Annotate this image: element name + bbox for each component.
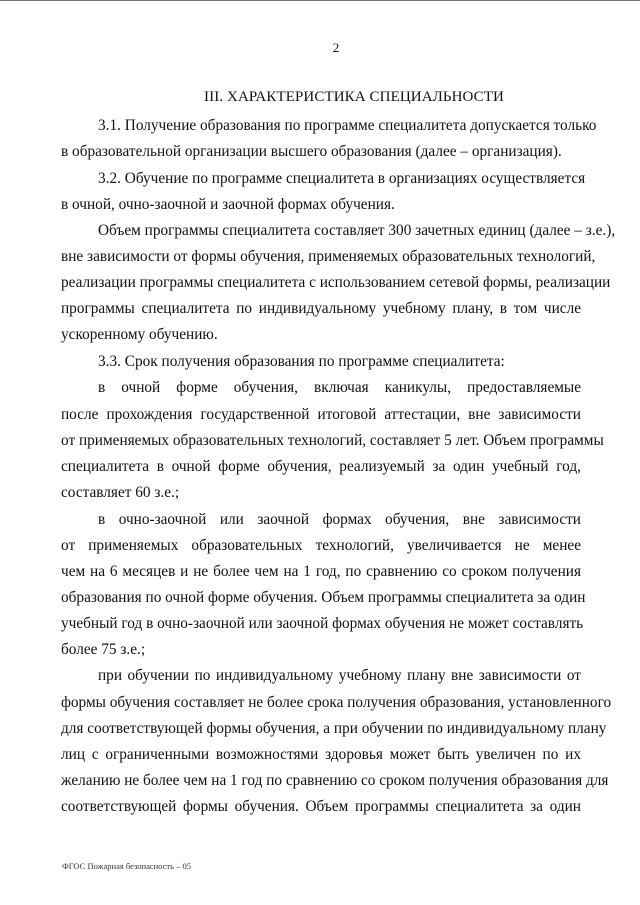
text-line: в очной форме обучения, включая каникулы, предоставляемые — [98, 379, 581, 396]
section-heading: III. ХАРАКТЕРИСТИКА СПЕЦИАЛЬНОСТИ — [204, 89, 504, 105]
text-line: от применяемых образовательных технологий, составляет 5 лет. Объем программы — [61, 432, 604, 449]
text-line: ускоренному обучению. — [61, 326, 218, 343]
text-line: учебный год в очно-заочной или заочной формах обучения не может составлять — [61, 615, 584, 632]
text-line: желанию не более чем на 1 год по сравнению со сроком получения образования для — [61, 772, 609, 789]
text-line: 3.2. Обучение по программе специалитета в организациях осуществляется — [98, 170, 586, 187]
text-line: более 75 з.е.; — [61, 641, 146, 658]
text-line: в очной, очно-заочной и заочной формах обучения. — [61, 196, 395, 213]
text-line: составляет 60 з.е.; — [61, 484, 180, 501]
footer-text: ФГОС Пожарная безопасность – 05 — [62, 861, 191, 871]
text-line: в очно-заочной или заочной формах обучения, вне зависимости — [98, 511, 581, 528]
text-line: лиц с ограниченными возможностями здоровья может быть увеличен по их — [61, 746, 581, 763]
text-line: от применяемых образовательных технологий, увеличивается не менее — [61, 537, 581, 554]
text-line: 3.3. Срок получения образования по программе специалитета: — [98, 353, 505, 370]
text-line: реализации программы специалитета с использованием сетевой формы, реализации — [61, 274, 611, 291]
text-line: 3.1. Получение образования по программе специалитета допускается только — [98, 117, 597, 134]
text-line: после прохождения государственной итоговой аттестации, вне зависимости — [61, 406, 581, 423]
text-line: в образовательной организации высшего образования (далее – организация). — [61, 143, 562, 160]
text-line: для соответствующей формы обучения, а при обучении по индивидуальному плану — [61, 720, 607, 737]
text-line: Объем программы специалитета составляет 300 зачетных единиц (далее – з.е.), — [98, 222, 616, 239]
text-line: при обучении по индивидуальному учебному плану вне зависимости от — [98, 667, 581, 684]
text-line: программы специалитета по индивидуальному учебному плану, в том числе — [61, 300, 581, 317]
text-line: соответствующей формы обучения. Объем программы специалитета за один — [61, 798, 581, 815]
text-line: формы обучения составляет не более срока получения образования, установленного — [61, 694, 612, 711]
page-number: 2 — [332, 40, 340, 55]
top-border-line — [0, 0, 640, 1]
text-line: чем на 6 месяцев и не более чем на 1 год, по сравнению со сроком получения — [61, 563, 581, 580]
text-line: образования по очной форме обучения. Объем программы специалитета за один — [61, 589, 586, 606]
text-line: вне зависимости от формы обучения, применяемых образовательных технологий, — [61, 248, 596, 265]
text-line: специалитета в очной форме обучения, реализуемый за один учебный год, — [61, 458, 581, 475]
